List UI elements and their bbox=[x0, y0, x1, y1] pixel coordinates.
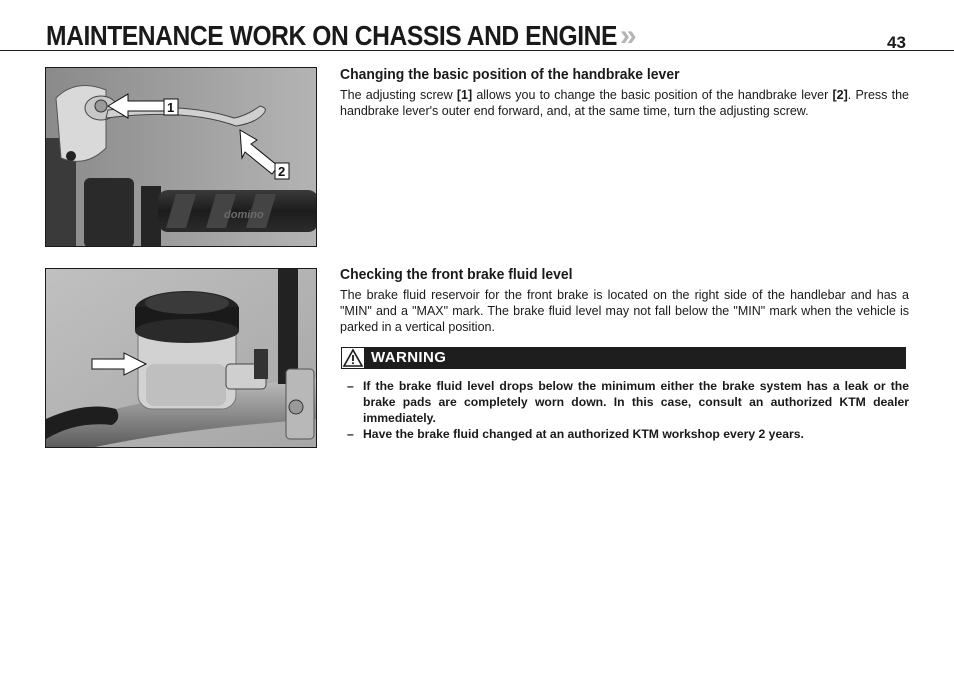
handbrake-lever-photo bbox=[45, 67, 317, 247]
page-title: MAINTENANCE WORK ON CHASSIS AND ENGINE bbox=[46, 20, 618, 51]
warning-triangle-icon bbox=[342, 348, 364, 368]
page-header bbox=[0, 0, 954, 51]
warning-banner bbox=[341, 347, 906, 369]
brake-fluid-reservoir-photo bbox=[45, 268, 317, 448]
warning-label: WARNING bbox=[371, 349, 447, 366]
list-item: – Have the brake fluid changed at an authorized KTM workshop every 2 years. bbox=[347, 427, 804, 441]
handbrake-paragraph: The adjusting screw [1] allows you to change the basic position of the handbrake lever [2]. Press the handbrake lever's outer end forward, and, at the same time, turn the adjusting screw. bbox=[340, 88, 910, 118]
warning-bullet-list bbox=[340, 378, 909, 442]
handbrake-section bbox=[340, 66, 909, 119]
grip-brand-text: domino bbox=[224, 209, 264, 221]
chevron-icon: » bbox=[620, 19, 637, 52]
ref-handbrake-lever: [2] bbox=[832, 88, 848, 102]
page-number: 43 bbox=[887, 33, 906, 52]
warning-icon-box bbox=[342, 348, 364, 368]
handbrake-heading: Changing the basic position of the handbrake lever bbox=[340, 66, 680, 83]
callout-2: 2 bbox=[278, 164, 286, 179]
brake-fluid-heading: Checking the front brake fluid level bbox=[340, 266, 573, 283]
brake-fluid-section bbox=[340, 266, 909, 442]
list-item: – If the brake fluid level drops below the minimum either the brake system has a leak or the brake pads are completely worn down. In this case, consult an authorized KTM dealer immediately. bbox=[347, 379, 909, 425]
ref-adjusting-screw: [1] bbox=[456, 88, 473, 102]
brake-fluid-paragraph: The brake fluid reservoir for the front brake is located on the right side of the handlebar and has a "MIN" and a "MAX" mark. The brake fluid level may not fall below the "MIN" mark when the vehicle is parked in a vertical position. bbox=[340, 288, 909, 334]
bullet-dash: – bbox=[347, 379, 354, 393]
bullet-dash: – bbox=[347, 427, 354, 441]
callout-1: 1 bbox=[167, 100, 175, 115]
